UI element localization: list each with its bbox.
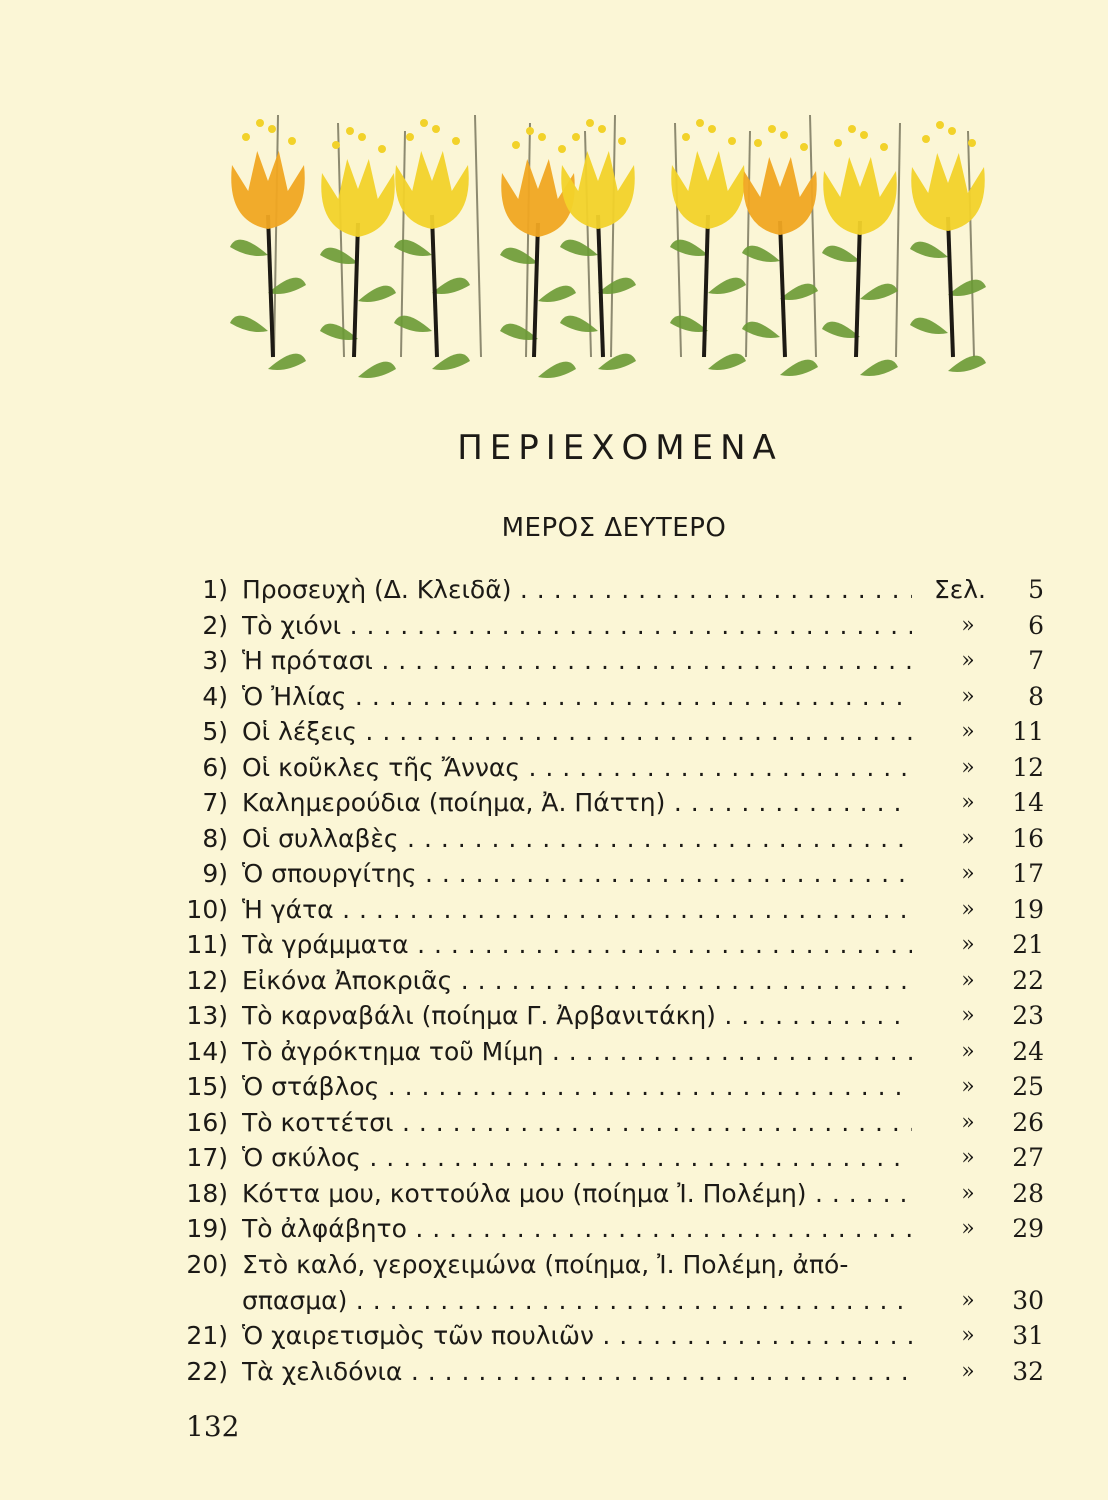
entry-number: 15) [186, 1072, 228, 1101]
entry-page: 16 [1012, 823, 1044, 853]
tulip-illustration [220, 95, 990, 380]
toc-entry [180, 1318, 1060, 1354]
entry-title: Κόττα μου, κοττούλα μου (ποίημα Ἰ. Πολέμη) . . . [242, 1176, 912, 1211]
leaf [598, 278, 636, 294]
entry-number: 2) [202, 610, 228, 640]
leaf [358, 362, 396, 378]
toc-entry [180, 1176, 1060, 1212]
pollen-dot [358, 133, 366, 141]
leaf [860, 284, 898, 300]
entry-number: 8) [202, 823, 228, 853]
tulip-bloom [911, 153, 985, 231]
tulip-bloom [743, 157, 817, 235]
pollen-dot [860, 131, 868, 139]
leaf [230, 316, 268, 332]
entry-page: 11 [1012, 717, 1044, 746]
entry-page: 7 [1028, 646, 1044, 675]
entry-title: Ὁ σπουργίτης . . . [242, 856, 912, 891]
pollen-dot [936, 121, 944, 129]
toc-entry [180, 1140, 1060, 1176]
entry-title: Ὁ Ἠλίας . . . [242, 679, 912, 714]
leaf [910, 242, 948, 258]
leaf [860, 360, 898, 376]
pollen-dot [572, 133, 580, 141]
pollen-dot [288, 137, 296, 145]
entry-title: Προσευχὴ (Δ. Κλειδᾶ) . . . [242, 572, 912, 607]
toc-entry [180, 1247, 1060, 1283]
entry-number: 3) [202, 646, 228, 675]
entry-title: Ὁ στάβλος . . . [242, 1069, 912, 1104]
entry-page: 23 [1012, 1001, 1044, 1030]
pollen-dot [682, 133, 690, 141]
pollen-dot [968, 139, 976, 147]
ditto-mark: » [961, 861, 975, 886]
ditto-mark: » [961, 1038, 975, 1064]
entry-title: Καλημερούδια (ποίημα, Ἀ. Πάττη) . . . [242, 785, 912, 820]
entry-title: Ἡ πρότασι . . . [242, 643, 912, 678]
pollen-dot [834, 139, 842, 147]
thin-stem [475, 115, 481, 357]
ditto-mark: » [961, 1145, 975, 1170]
pollen-dot [332, 141, 340, 149]
ditto-mark: » [961, 1358, 975, 1384]
tulip-bloom [823, 157, 897, 235]
pollen-dot [538, 133, 546, 141]
ditto-mark: » [961, 1074, 975, 1099]
toc-entry [180, 750, 1060, 786]
thin-stem [896, 123, 900, 357]
entry-number: 6) [202, 752, 228, 782]
entry-page: 30 [1012, 1285, 1044, 1315]
leaf [910, 318, 948, 334]
pollen-dot [696, 119, 704, 127]
entry-number: 11) [186, 930, 228, 959]
toc-entry [180, 963, 1060, 999]
leaf [394, 240, 432, 256]
toc-entry [180, 998, 1060, 1034]
entry-page: 27 [1012, 1143, 1044, 1172]
pollen-dot [558, 145, 566, 153]
entry-page: 22 [1012, 965, 1044, 995]
pollen-dot [586, 119, 594, 127]
ditto-mark: » [961, 1323, 975, 1348]
ditto-mark: » [961, 1287, 975, 1313]
entry-page: 21 [1012, 930, 1044, 959]
entry-number: 16) [186, 1107, 228, 1137]
toc-entry [180, 1034, 1060, 1070]
entry-title: Στὸ καλό, γεροχειμώνα (ποίημα, Ἰ. Πολέμη, ἀπό- [242, 1249, 849, 1279]
entry-page: 26 [1012, 1107, 1044, 1137]
toc-entry [180, 927, 1060, 963]
toc-entry [180, 679, 1060, 715]
leaf [742, 322, 780, 338]
toc-entry [180, 714, 1060, 750]
entry-page: 19 [1012, 894, 1044, 924]
pollen-dot [848, 125, 856, 133]
leaf [230, 240, 268, 256]
entry-number: 18) [186, 1178, 228, 1208]
entry-page: 31 [1012, 1321, 1044, 1350]
leaf [560, 316, 598, 332]
leaf [780, 284, 818, 300]
toc-entry [180, 821, 1060, 857]
pollen-dot [452, 137, 460, 145]
entry-page: 8 [1028, 681, 1044, 711]
entry-title: Οἱ συλλαβὲς . . . [242, 821, 912, 856]
leaf [780, 360, 818, 376]
toc-entry [180, 892, 1060, 928]
entry-page: 28 [1012, 1178, 1044, 1208]
ditto-mark: » [961, 648, 975, 673]
thin-stem [338, 123, 344, 357]
leaf [560, 240, 598, 256]
entry-page: 24 [1012, 1036, 1044, 1066]
pollen-dot [420, 119, 428, 127]
entry-page: 25 [1012, 1072, 1044, 1101]
toc-entry [180, 643, 1060, 679]
tulip-stem [704, 215, 708, 357]
entry-title: σπασμα) . . . [242, 1283, 912, 1318]
toc-entry [180, 608, 1060, 644]
toc-entry [180, 785, 1060, 821]
leaf [670, 240, 708, 256]
table-of-contents [180, 572, 1060, 1389]
entry-page: 12 [1012, 752, 1044, 782]
page-number: 132 [186, 1410, 240, 1443]
pollen-dot [780, 131, 788, 139]
entry-title: Τὸ ἀγρόκτημα τοῦ Μίμη . . . [242, 1034, 912, 1069]
entry-title: Εἰκόνα Ἀποκριᾶς . . . [242, 963, 912, 998]
leaf [500, 324, 538, 340]
leaf [538, 362, 576, 378]
pollen-dot [618, 137, 626, 145]
leaf [394, 316, 432, 332]
entry-page: 32 [1012, 1356, 1044, 1386]
thin-stem [611, 115, 615, 357]
toc-entry [180, 1354, 1060, 1390]
leaf [320, 324, 358, 340]
entry-number: 19) [186, 1214, 228, 1243]
ditto-mark: » [961, 896, 975, 922]
toc-entry [180, 856, 1060, 892]
leaf [822, 322, 860, 338]
entry-title: Οἱ λέξεις . . . [242, 714, 912, 749]
ditto-mark: » [961, 719, 975, 744]
tulip-bloom [321, 159, 395, 237]
entry-page: 14 [1012, 788, 1044, 817]
leaf [708, 354, 746, 370]
pollen-dot [598, 125, 606, 133]
toc-entry [180, 1105, 1060, 1141]
ditto-mark: » [961, 612, 975, 638]
pollen-dot [922, 135, 930, 143]
pollen-dot [526, 127, 534, 135]
entry-title: Τὰ χελιδόνια . . . [242, 1354, 912, 1389]
entry-number: 17) [186, 1143, 228, 1172]
thin-stem [274, 115, 278, 357]
pollen-dot [512, 141, 520, 149]
leaf [538, 286, 576, 302]
entry-page: 17 [1012, 859, 1044, 888]
entry-number: 12) [186, 965, 228, 995]
toc-entry [180, 1069, 1060, 1105]
entry-number: 4) [202, 681, 228, 711]
ditto-mark: » [961, 1216, 975, 1241]
pollen-dot [948, 127, 956, 135]
pollen-dot [268, 125, 276, 133]
ditto-mark: » [961, 1109, 975, 1135]
entry-number: 14) [186, 1036, 228, 1066]
ditto-mark: » [961, 683, 975, 709]
pollen-dot [800, 143, 808, 151]
entry-number: 22) [186, 1356, 228, 1386]
ditto-mark: » [961, 967, 975, 993]
entry-number: 1) [202, 575, 228, 604]
entry-title: Τὸ κοττέτσι . . . [242, 1105, 912, 1140]
pollen-dot [406, 133, 414, 141]
leaf [708, 278, 746, 294]
toc-entry-continuation [180, 1283, 1060, 1319]
entry-number: 5) [202, 717, 228, 746]
thin-stem [526, 123, 530, 357]
pollen-dot [378, 145, 386, 153]
pollen-dot [880, 143, 888, 151]
leaf [822, 246, 860, 262]
tulip-stem [268, 215, 273, 357]
entry-title: Οἱ κοῦκλες τῆς Ἄννας . . . [242, 750, 912, 785]
entry-page: 5 [1028, 575, 1044, 604]
pollen-dot [256, 119, 264, 127]
entry-title: Τὰ γράμματα . . . [242, 927, 912, 962]
ditto-mark: » [961, 932, 975, 957]
entry-page: 6 [1028, 610, 1044, 640]
pollen-dot [754, 139, 762, 147]
ditto-mark: » [961, 825, 975, 851]
ditto-mark: » [961, 1180, 975, 1206]
tulip-bloom [671, 151, 745, 229]
tulip-stem [780, 221, 785, 357]
entry-title: Τὸ ἀλφάβητο . . . [242, 1211, 912, 1246]
leaf [948, 356, 986, 372]
pollen-dot [242, 133, 250, 141]
pollen-dot [728, 137, 736, 145]
ditto-mark: » [961, 790, 975, 815]
page-title: ΠΕΡΙΕΧΟΜΕΝΑ [457, 428, 783, 468]
entry-title: Ὁ χαιρετισμὸς τῶν πουλιῶν . . . [242, 1318, 912, 1353]
tulip-stem [598, 215, 603, 357]
pollen-dot [768, 125, 776, 133]
toc-entry [180, 1211, 1060, 1247]
entry-number: 13) [186, 1001, 228, 1030]
pollen-dot [346, 127, 354, 135]
tulip-row [230, 115, 986, 378]
entry-number: 9) [202, 859, 228, 888]
entry-number: 7) [202, 788, 228, 817]
leaf [670, 316, 708, 332]
leaf [432, 278, 470, 294]
thin-stem [810, 115, 816, 357]
ditto-mark: » [961, 1003, 975, 1028]
entry-title: Ἡ γάτα . . . [242, 892, 912, 927]
section-heading: ΜΕΡΟΣ ΔΕΥΤΕΡΟ [501, 513, 727, 543]
page-label: Σελ. [933, 575, 986, 604]
tulip-stem [948, 217, 953, 357]
tulip-stem [432, 215, 437, 357]
leaf [320, 248, 358, 264]
entry-title: Τὸ καρναβάλι (ποίημα Γ. Ἀρβανιτάκη) . . . [242, 998, 912, 1033]
tulip-stem [534, 223, 538, 357]
pollen-dot [708, 125, 716, 133]
toc-entry [180, 572, 1060, 608]
tulip-stem [354, 223, 358, 357]
tulip-bloom [561, 151, 635, 229]
entry-page: 29 [1012, 1214, 1044, 1243]
entry-number: 10) [186, 894, 228, 924]
leaf [500, 248, 538, 264]
tulip-bloom [231, 151, 305, 229]
entry-title: Τὸ χιόνι . . . [242, 608, 912, 643]
leaf [268, 278, 306, 294]
leaf [358, 286, 396, 302]
thin-stem [968, 131, 974, 357]
tulip-bloom [395, 151, 469, 229]
pollen-dot [432, 125, 440, 133]
leaf [948, 280, 986, 296]
entry-number: 20) [186, 1249, 228, 1279]
entry-title: Ὁ σκύλος . . . [242, 1140, 912, 1175]
entry-number: 21) [186, 1321, 228, 1350]
ditto-mark: » [961, 754, 975, 780]
